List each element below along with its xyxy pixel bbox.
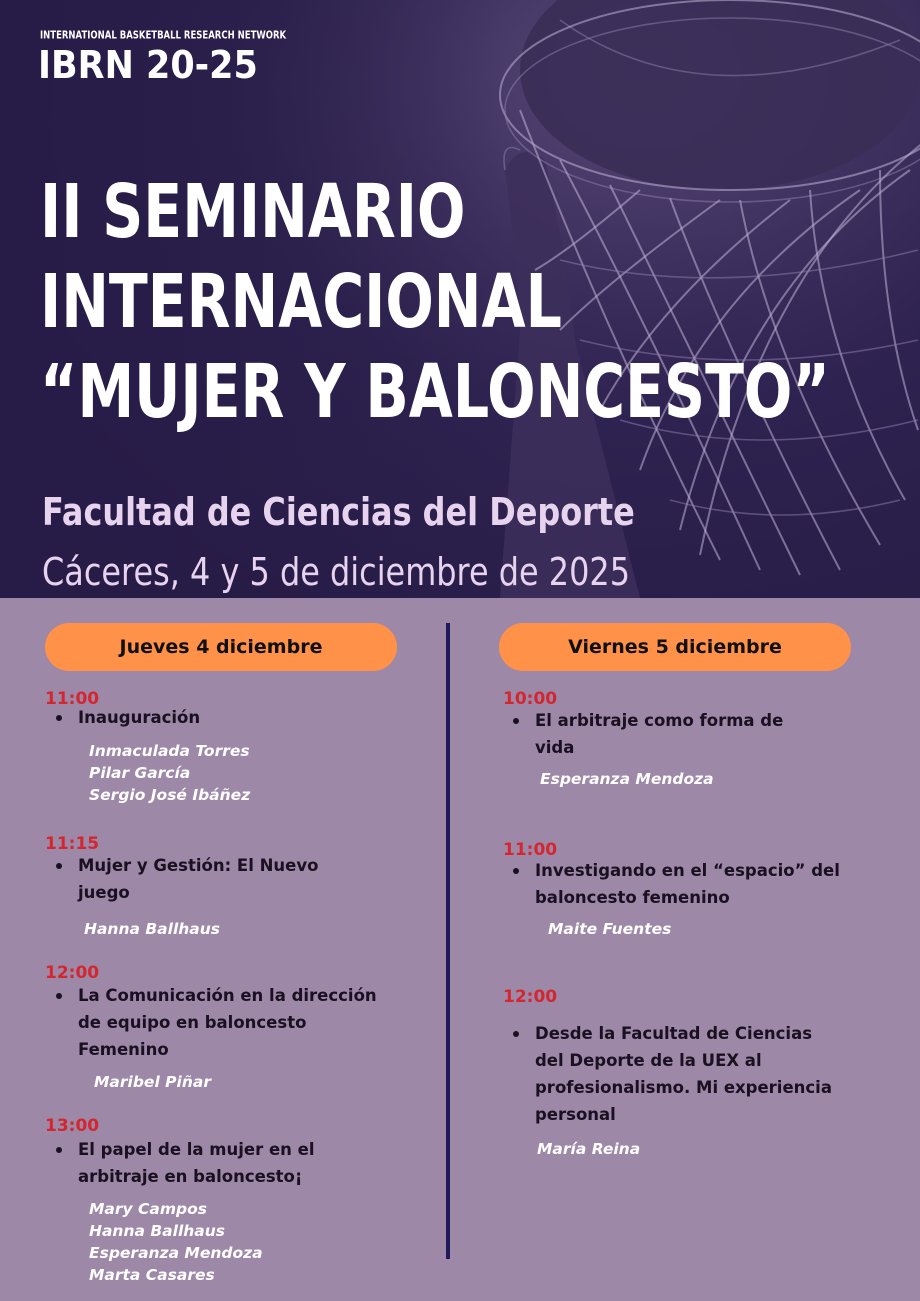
speaker: Mary Campos <box>89 1200 207 1218</box>
session-title-line: Inauguración <box>78 708 201 727</box>
column-divider <box>446 623 450 1259</box>
session-title-line: juego <box>78 883 130 902</box>
session-time: 10:00 <box>503 689 558 709</box>
session-speakers <box>89 1198 263 1286</box>
speaker: Esperanza Mendoza <box>540 770 714 788</box>
session-title-line: vida <box>535 738 575 757</box>
session-speakers <box>537 1138 640 1160</box>
org-name: INTERNATIONAL BASKETBALL RESEARCH NETWORK <box>40 30 287 42</box>
session-title-line: El arbitraje como forma de <box>535 711 784 730</box>
session-title-line: Desde la Facultad de Ciencias <box>535 1024 813 1043</box>
session-title-line: Investigando en el “espacio” del <box>535 861 840 880</box>
session-title-line: de equipo en baloncesto <box>78 1013 307 1032</box>
speaker: Sergio José Ibáñez <box>89 786 251 804</box>
speaker: Hanna Ballhaus <box>89 1222 226 1240</box>
session-title-line: personal <box>535 1105 616 1124</box>
session-title <box>78 1136 418 1190</box>
logo-text: IBRN 20-25 <box>38 43 258 87</box>
session-title-line: arbitraje en baloncesto¡ <box>78 1167 303 1186</box>
speaker: Hanna Ballhaus <box>84 920 221 938</box>
title-line-2: INTERNACIONAL <box>40 259 562 345</box>
title-line-3: “MUJER Y BALONCESTO” <box>40 349 830 435</box>
header-banner <box>0 0 920 598</box>
session-title <box>535 1020 895 1128</box>
speaker: Marta Casares <box>89 1266 215 1284</box>
session-title <box>535 707 875 761</box>
speaker: Inmaculada Torres <box>89 742 250 760</box>
session-title-line: Mujer y Gestión: El Nuevo <box>78 856 319 875</box>
speaker: Maribel Piñar <box>94 1073 211 1091</box>
session-speakers <box>94 1071 211 1093</box>
title-line-1: II SEMINARIO <box>40 169 466 255</box>
session-title-line: del Deporte de la UEX al <box>535 1051 762 1070</box>
speaker: Maite Fuentes <box>548 920 672 938</box>
session-time: 12:00 <box>503 987 558 1007</box>
session-speakers <box>540 768 714 790</box>
speaker: María Reina <box>537 1140 641 1158</box>
day-label-thursday: Jueves 4 diciembre <box>45 623 397 671</box>
session-title <box>78 982 428 1063</box>
session-title-line: Femenino <box>78 1040 169 1059</box>
session-title-line: baloncesto femenino <box>535 888 730 907</box>
session-title <box>78 704 418 731</box>
session-time: 11:00 <box>503 840 558 860</box>
session-title <box>535 857 895 911</box>
speaker: Esperanza Mendoza <box>89 1244 263 1262</box>
session-speakers <box>548 918 671 940</box>
session-title <box>78 852 418 906</box>
session-speakers <box>89 740 250 806</box>
session-time: 13:00 <box>45 1116 100 1136</box>
speaker: Pilar García <box>89 764 191 782</box>
session-speakers <box>84 918 220 940</box>
session-time: 11:00 <box>45 689 100 709</box>
day-label-friday: Viernes 5 diciembre <box>499 623 851 671</box>
session-time: 12:00 <box>45 963 100 983</box>
session-title-line: La Comunicación en la dirección <box>78 986 377 1005</box>
session-time: 11:15 <box>45 834 100 854</box>
venue: Facultad de Ciencias del Deporte <box>42 490 635 534</box>
city-date: Cáceres, 4 y 5 de diciembre de 2025 <box>42 550 631 594</box>
session-title-line: profesionalismo. Mi experiencia <box>535 1078 832 1097</box>
session-title-line: El papel de la mujer en el <box>78 1140 315 1159</box>
